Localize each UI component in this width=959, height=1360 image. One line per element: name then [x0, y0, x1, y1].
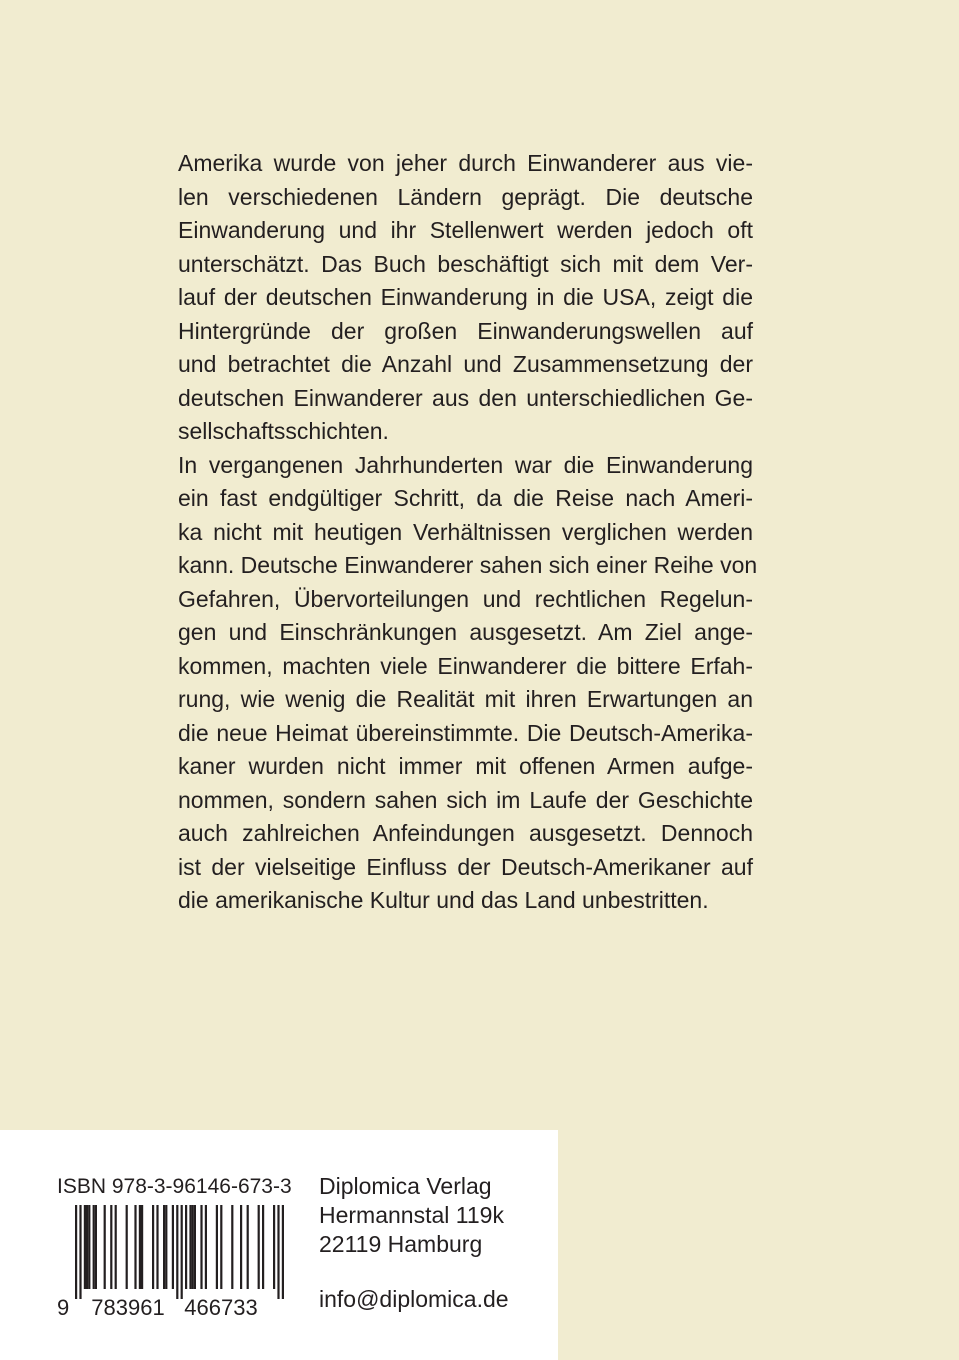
isbn-barcode	[55, 1205, 295, 1317]
blurb-line: nommen, sondern sahen sich im Laufe der Geschichte	[178, 786, 753, 813]
blurb-line: die neue Heimat übereinstimmte. Die Deutsch-Amerika-	[178, 719, 753, 746]
imprint-panel	[0, 1130, 558, 1360]
barcode-bar	[220, 1205, 222, 1289]
barcode-bar	[240, 1205, 242, 1289]
blurb-line: und betrachtet die Anzahl und Zusammensetzung der	[178, 351, 753, 377]
barcode-bar	[165, 1205, 167, 1289]
barcode-bar	[126, 1205, 128, 1289]
barcode-bar	[216, 1205, 218, 1289]
barcode-bar	[104, 1205, 106, 1289]
blurb-line: ka nicht mit heutigen Verhältnissen verglichen werden	[178, 518, 753, 545]
barcode-bar	[258, 1205, 260, 1289]
barcode-bar	[88, 1205, 90, 1289]
blurb-line: Amerika wurde von jeher durch Einwanderer aus vie-	[178, 150, 753, 176]
blurb-line: ist der vielseitige Einfluss der Deutsch-Amerikaner auf	[178, 853, 753, 880]
isbn-label: ISBN 978-3-96146-673-3	[57, 1175, 292, 1198]
blurb-line: kaner wurden nicht immer mit offenen Armen aufge-	[178, 753, 753, 779]
barcode-guard-bar	[79, 1205, 81, 1299]
blurb-line: deutschen Einwanderer aus den unterschiedlichen Ge-	[178, 384, 753, 411]
barcode-bar	[156, 1205, 158, 1289]
barcode-bar	[189, 1205, 191, 1289]
barcode-guard-bar	[75, 1205, 77, 1299]
barcode-bar	[205, 1205, 207, 1289]
publisher-address	[319, 1172, 504, 1259]
blurb-line: In vergangenen Jahrhunderten war die Einwanderung	[178, 451, 753, 478]
barcode-bar	[185, 1205, 187, 1289]
barcode-guard-bar	[277, 1205, 279, 1299]
barcode-bar	[141, 1205, 143, 1289]
blurb-line: kann. Deutsche Einwanderer sahen sich einer Reihe von	[178, 552, 758, 578]
blurb-line: rung, wie wenig die Realität mit ihren Erwartungen an	[178, 686, 753, 712]
barcode-bar	[134, 1205, 136, 1289]
blurb-line: Einwanderung und ihr Stellenwert werden jedoch oft	[178, 217, 753, 243]
barcode-digit-first: 9	[57, 1295, 70, 1317]
blurb-line: auch zahlreichen Anfeindungen ausgesetzt. Dennoch	[178, 820, 753, 846]
barcode-guard-bar	[282, 1205, 284, 1299]
blurb-line: gen und Einschränkungen ausgesetzt. Am Ziel ange-	[178, 619, 753, 645]
barcode-bar	[247, 1205, 249, 1289]
publisher-city: 22119 Hamburg	[319, 1231, 483, 1257]
blurb-line: die amerikanische Kultur und das Land unbestritten.	[178, 887, 709, 913]
blurb-line: Gefahren, Übervorteilungen und rechtlichen Regelun-	[178, 585, 753, 612]
barcode-digits-right: 466733	[184, 1295, 258, 1317]
barcode-bar	[95, 1205, 97, 1289]
barcode-bar	[110, 1205, 112, 1289]
barcode-bar	[93, 1205, 95, 1289]
publisher-email: info@diplomica.de	[319, 1286, 509, 1312]
publisher-street: Hermannstal 119k	[319, 1202, 504, 1228]
blurb-line: ein fast endgültiger Schritt, da die Reise nach Ameri-	[178, 485, 753, 511]
back-cover-blurb	[178, 147, 758, 918]
barcode-bar	[86, 1205, 88, 1289]
barcode-bar	[200, 1205, 202, 1289]
blurb-line: len verschiedenen Ländern geprägt. Die deutsche	[178, 183, 753, 210]
blurb-line: Hintergründe der großen Einwanderungswellen auf	[178, 317, 753, 344]
barcode-bar	[273, 1205, 275, 1289]
barcode-bar	[84, 1205, 86, 1289]
barcode-bar	[152, 1205, 154, 1289]
blurb-line: sellschaftsschichten.	[178, 418, 389, 444]
blurb-line: unterschätzt. Das Buch beschäftigt sich mit dem Ver-	[178, 250, 753, 277]
barcode-digits-left: 783961	[91, 1295, 165, 1317]
blurb-line: kommen, machten viele Einwanderer die bittere Erfah-	[178, 652, 753, 679]
barcode-bar	[163, 1205, 165, 1289]
barcode-bar	[115, 1205, 117, 1289]
barcode-bar	[172, 1205, 174, 1289]
barcode-bar	[192, 1205, 194, 1289]
barcode-guard-bar	[176, 1205, 178, 1299]
blurb-line: lauf der deutschen Einwanderung in die USA, zeigt die	[178, 284, 753, 310]
barcode-bar	[231, 1205, 233, 1289]
barcode-bar	[194, 1205, 196, 1289]
barcode-bar	[262, 1205, 264, 1289]
publisher-name: Diplomica Verlag	[319, 1173, 492, 1199]
barcode-bar	[139, 1205, 141, 1289]
barcode-guard-bar	[181, 1205, 183, 1299]
